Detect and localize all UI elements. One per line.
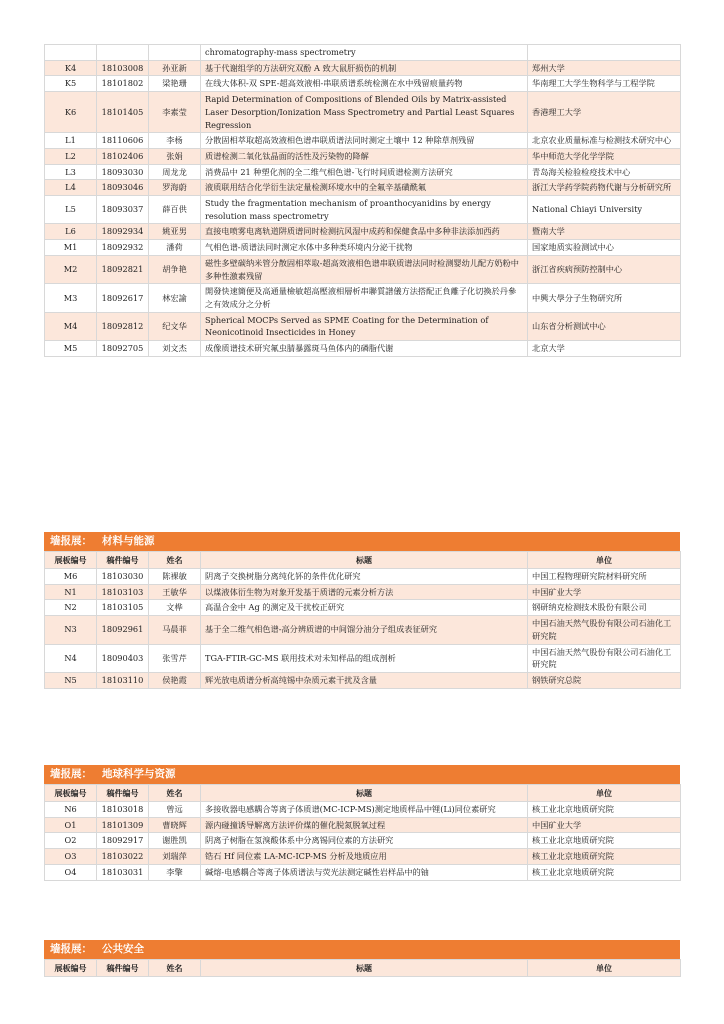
manuscript-id-cell: 18092812 <box>97 312 149 340</box>
manuscript-id-cell: 18092934 <box>97 224 149 240</box>
table-row <box>45 92 681 133</box>
table-row <box>45 817 681 833</box>
author-name-cell: 陈裸敏 <box>149 569 201 585</box>
board-id-cell: N5 <box>45 672 97 688</box>
manuscript-id-cell: 18093037 <box>97 196 149 224</box>
poster-title-cell: 開發快速簡便及高通量檢敏超高壓液相層析串聯質譜儀方法搭配正負離子化切換於丹參之有效成分之分析 <box>201 284 528 312</box>
author-name-cell: 谢胜凯 <box>149 833 201 849</box>
author-name-cell <box>149 45 201 61</box>
affiliation-cell: 华南理工大学生物科学与工程学院 <box>528 76 681 92</box>
author-name-cell: 罗海蔚 <box>149 180 201 196</box>
table-row <box>45 312 681 340</box>
board-id-cell: O2 <box>45 833 97 849</box>
board-id-cell: M2 <box>45 255 97 283</box>
board-id-cell: L3 <box>45 164 97 180</box>
poster-title-cell: 阴离子树脂在氢溴酸体系中分离锡同位素的方法研究 <box>201 833 528 849</box>
poster-title-cell: 锆石 Hf 同位素 LA-MC-ICP-MS 分析及地质应用 <box>201 849 528 865</box>
author-name-cell: 刘瑞萍 <box>149 849 201 865</box>
affiliation-cell: 华中师范大学化学学院 <box>528 148 681 164</box>
manuscript-id-cell: 18101802 <box>97 76 149 92</box>
poster-title-cell: 基于代谢组学的方法研究双酚 A 致大鼠肝损伤的机制 <box>201 60 528 76</box>
manuscript-id-cell: 18103022 <box>97 849 149 865</box>
table-row <box>45 164 681 180</box>
table-row <box>45 341 681 357</box>
table-row <box>45 864 681 880</box>
author-name-cell: 刘文杰 <box>149 341 201 357</box>
board-id-cell: O1 <box>45 817 97 833</box>
poster-title-cell: 在线大体积-双 SPE-超高效液相-串联质谱系统检测在水中残留痕量药物 <box>201 76 528 92</box>
affiliation-cell: 山东省分析测试中心 <box>528 312 681 340</box>
affiliation-cell: 北京农业质量标准与检测技术研究中心 <box>528 133 681 149</box>
affiliation-cell: 中国石油天然气股份有限公司石油化工研究院 <box>528 616 681 644</box>
author-name-cell: 王敏华 <box>149 584 201 600</box>
manuscript-id-cell <box>97 45 149 61</box>
author-name-cell: 曾远 <box>149 802 201 818</box>
author-name-cell: 潘荷 <box>149 240 201 256</box>
manuscript-id-cell: 18103030 <box>97 569 149 585</box>
header-unit: 单位 <box>528 960 681 977</box>
table-row <box>45 240 681 256</box>
affiliation-cell: 核工业北京地质研究院 <box>528 864 681 880</box>
affiliation-cell: 香港理工大学 <box>528 92 681 133</box>
header-manuscript-id: 稿件编号 <box>97 960 149 977</box>
table-header-row <box>45 785 681 802</box>
affiliation-cell: 中国矿业大学 <box>528 817 681 833</box>
board-id-cell: M3 <box>45 284 97 312</box>
header-name: 姓名 <box>149 552 201 569</box>
poster-title-cell: 源内碰撞诱导解离方法评价煤的催化脱氮脱氧过程 <box>201 817 528 833</box>
table-row <box>45 284 681 312</box>
manuscript-id-cell: 18092821 <box>97 255 149 283</box>
manuscript-id-cell: 18093030 <box>97 164 149 180</box>
board-id-cell: M4 <box>45 312 97 340</box>
poster-title-cell: 分散固相萃取超高效液相色谱串联质谱法同时测定土壤中 12 种除草剂残留 <box>201 133 528 149</box>
board-id-cell: O3 <box>45 849 97 865</box>
author-name-cell: 纪文华 <box>149 312 201 340</box>
author-name-cell: 马晨菲 <box>149 616 201 644</box>
board-id-cell: L4 <box>45 180 97 196</box>
affiliation-cell: 青岛海关检验检疫技术中心 <box>528 164 681 180</box>
author-name-cell: 李杨 <box>149 133 201 149</box>
section-materials-energy <box>44 532 680 689</box>
author-name-cell: 侯艳霞 <box>149 672 201 688</box>
header-board-id: 展板编号 <box>45 785 97 802</box>
poster-title-cell: 消费品中 21 种塑化剂的全二维气相色谱-飞行时间质谱检测方法研究 <box>201 164 528 180</box>
author-name-cell: 孙亚新 <box>149 60 201 76</box>
author-name-cell: 胡争艳 <box>149 255 201 283</box>
manuscript-id-cell: 18092932 <box>97 240 149 256</box>
header-title: 标题 <box>201 960 528 977</box>
section-title <box>44 940 680 959</box>
board-id-cell: O4 <box>45 864 97 880</box>
affiliation-cell: 钢研纳克检测技术股份有限公司 <box>528 600 681 616</box>
manuscript-id-cell: 18103018 <box>97 802 149 818</box>
table-row <box>45 672 681 688</box>
section-prefix: 墙报展： <box>50 943 92 955</box>
board-id-cell: L5 <box>45 196 97 224</box>
affiliation-cell: 中国工程物理研究院材料研究所 <box>528 569 681 585</box>
affiliation-cell: 核工业北京地质研究院 <box>528 849 681 865</box>
affiliation-cell: 北京大学 <box>528 341 681 357</box>
board-id-cell: M5 <box>45 341 97 357</box>
table-row <box>45 255 681 283</box>
section-prefix: 墙报展： <box>50 535 92 547</box>
poster-title-cell: 阴离子交换树脂分离纯化钚的条件优化研究 <box>201 569 528 585</box>
board-id-cell: N2 <box>45 600 97 616</box>
author-name-cell: 李擎 <box>149 864 201 880</box>
board-id-cell: M1 <box>45 240 97 256</box>
affiliation-cell: 核工业北京地质研究院 <box>528 833 681 849</box>
header-title: 标题 <box>201 785 528 802</box>
header-board-id: 展板编号 <box>45 552 97 569</box>
affiliation-cell: 核工业北京地质研究院 <box>528 802 681 818</box>
affiliation-cell: 浙江大学药学院药物代谢与分析研究所 <box>528 180 681 196</box>
manuscript-id-cell: 18092617 <box>97 284 149 312</box>
table-row <box>45 644 681 672</box>
affiliation-cell: 中興大學分子生物研究所 <box>528 284 681 312</box>
section-topic: 材料与能源 <box>102 535 155 547</box>
manuscript-id-cell: 18092917 <box>97 833 149 849</box>
table-row <box>45 833 681 849</box>
author-name-cell: 李素莹 <box>149 92 201 133</box>
poster-title-cell: 辉光放电质谱分析高纯锡中杂质元素干扰及含量 <box>201 672 528 688</box>
table-row <box>45 569 681 585</box>
table-row <box>45 133 681 149</box>
poster-title-cell: TGA-FTIR-GC-MS 联用技术对未知样品的组成剖析 <box>201 644 528 672</box>
affiliation-cell: 钢铁研究总院 <box>528 672 681 688</box>
poster-title-cell: Study the fragmentation mechanism of proanthocyanidins by energy resolution mass spectrometry <box>201 196 528 224</box>
manuscript-id-cell: 18110606 <box>97 133 149 149</box>
author-name-cell: 张雪芹 <box>149 644 201 672</box>
poster-title-cell: 液质联用结合化学衍生法定量检测环境水中的全氟辛基磺酰氟 <box>201 180 528 196</box>
board-id-cell: L6 <box>45 224 97 240</box>
poster-title-cell: 碱熔-电感耦合等离子体质谱法与荧光法测定碱性岩样品中的铀 <box>201 864 528 880</box>
manuscript-id-cell: 18092705 <box>97 341 149 357</box>
author-name-cell: 薛百供 <box>149 196 201 224</box>
manuscript-id-cell: 18103110 <box>97 672 149 688</box>
affiliation-cell: 中国石油天然气股份有限公司石油化工研究院 <box>528 644 681 672</box>
board-id-cell: K6 <box>45 92 97 133</box>
affiliation-cell: 郑州大学 <box>528 60 681 76</box>
section-prefix: 墙报展： <box>50 768 92 780</box>
table-row <box>45 148 681 164</box>
section-title <box>44 765 680 784</box>
poster-title-cell: 以煤液体衍生物为对象开发基于质谱的元素分析方法 <box>201 584 528 600</box>
board-id-cell: N1 <box>45 584 97 600</box>
poster-title-cell: 磁性多壁碳纳米管分散固相萃取-超高效液相色谱串联质谱法同时检测婴幼儿配方奶粉中多种性激素残留 <box>201 255 528 283</box>
table-header-row <box>45 960 681 977</box>
manuscript-id-cell: 18103008 <box>97 60 149 76</box>
author-name-cell: 梁艳珊 <box>149 76 201 92</box>
table-row <box>45 849 681 865</box>
table-row <box>45 196 681 224</box>
table-header-row <box>45 552 681 569</box>
affiliation-cell: 国家地质实验测试中心 <box>528 240 681 256</box>
author-name-cell: 文桦 <box>149 600 201 616</box>
header-unit: 单位 <box>528 785 681 802</box>
poster-title-cell: 多接收器电感耦合等离子体质谱(MC-ICP-MS)测定地质样品中锂(Li)同位素研究 <box>201 802 528 818</box>
board-id-cell <box>45 45 97 61</box>
board-id-cell: L2 <box>45 148 97 164</box>
poster-title-cell: Rapid Determination of Compositions of Blended Oils by Matrix-assisted Laser Desorption/Ionization Mass Spectrometry and Partial Least Squares Regression <box>201 92 528 133</box>
table-row <box>45 224 681 240</box>
manuscript-id-cell: 18103105 <box>97 600 149 616</box>
board-id-cell: M6 <box>45 569 97 585</box>
manuscript-id-cell: 18102406 <box>97 148 149 164</box>
header-manuscript-id: 稿件编号 <box>97 785 149 802</box>
poster-title-cell: 直接电喷雾电离轨道阱质谱同时检测抗风湿中成药和保健食品中多种非法添加西药 <box>201 224 528 240</box>
board-id-cell: N6 <box>45 802 97 818</box>
header-name: 姓名 <box>149 960 201 977</box>
table-row <box>45 76 681 92</box>
author-name-cell: 周龙龙 <box>149 164 201 180</box>
manuscript-id-cell: 18103103 <box>97 584 149 600</box>
section-title <box>44 532 680 551</box>
table-row <box>45 616 681 644</box>
affiliation-cell: 浙江省疾病预防控制中心 <box>528 255 681 283</box>
manuscript-id-cell: 18101405 <box>97 92 149 133</box>
table-row <box>45 600 681 616</box>
manuscript-id-cell: 18090403 <box>97 644 149 672</box>
header-name: 姓名 <box>149 785 201 802</box>
poster-title-cell: 成像质谱技术研究氟虫腈暴露斑马鱼体内的磷脂代谢 <box>201 341 528 357</box>
board-id-cell: L1 <box>45 133 97 149</box>
manuscript-id-cell: 18093046 <box>97 180 149 196</box>
section-topic: 公共安全 <box>102 943 144 955</box>
board-id-cell: N4 <box>45 644 97 672</box>
table-row <box>45 584 681 600</box>
table-row <box>45 60 681 76</box>
table-row <box>45 180 681 196</box>
header-unit: 单位 <box>528 552 681 569</box>
author-name-cell: 张娟 <box>149 148 201 164</box>
affiliation-cell <box>528 45 681 61</box>
section-topic: 地球科学与资源 <box>102 768 176 780</box>
manuscript-id-cell: 18101309 <box>97 817 149 833</box>
author-name-cell: 林宏諭 <box>149 284 201 312</box>
affiliation-cell: 暨南大学 <box>528 224 681 240</box>
affiliation-cell: National Chiayi University <box>528 196 681 224</box>
affiliation-cell: 中国矿业大学 <box>528 584 681 600</box>
section-earth-science <box>44 765 680 881</box>
poster-title-cell: 质谱检测二氧化钛晶面的活性及污染物的降解 <box>201 148 528 164</box>
poster-title-cell: Spherical MOCPs Served as SPME Coating for the Determination of Neonicotinoid Insecticides in Honey <box>201 312 528 340</box>
board-id-cell: K4 <box>45 60 97 76</box>
manuscript-id-cell: 18092961 <box>97 616 149 644</box>
table-row <box>45 802 681 818</box>
manuscript-id-cell: 18103031 <box>97 864 149 880</box>
header-title: 标题 <box>201 552 528 569</box>
poster-title-cell: chromatography-mass spectrometry <box>201 45 528 61</box>
table-row <box>45 45 681 61</box>
section-public-safety <box>44 940 680 977</box>
header-manuscript-id: 稿件编号 <box>97 552 149 569</box>
author-name-cell: 姚亚男 <box>149 224 201 240</box>
poster-title-cell: 基于全二维气相色谱-高分辨质谱的中间馏分油分子组成表征研究 <box>201 616 528 644</box>
poster-title-cell: 气相色谱-质谱法同时测定水体中多种类环境内分泌干扰物 <box>201 240 528 256</box>
poster-title-cell: 高温合金中 Ag 的测定及干扰校正研究 <box>201 600 528 616</box>
program-table-continued <box>44 44 681 357</box>
board-id-cell: K5 <box>45 76 97 92</box>
header-board-id: 展板编号 <box>45 960 97 977</box>
board-id-cell: N3 <box>45 616 97 644</box>
author-name-cell: 曹晓辉 <box>149 817 201 833</box>
